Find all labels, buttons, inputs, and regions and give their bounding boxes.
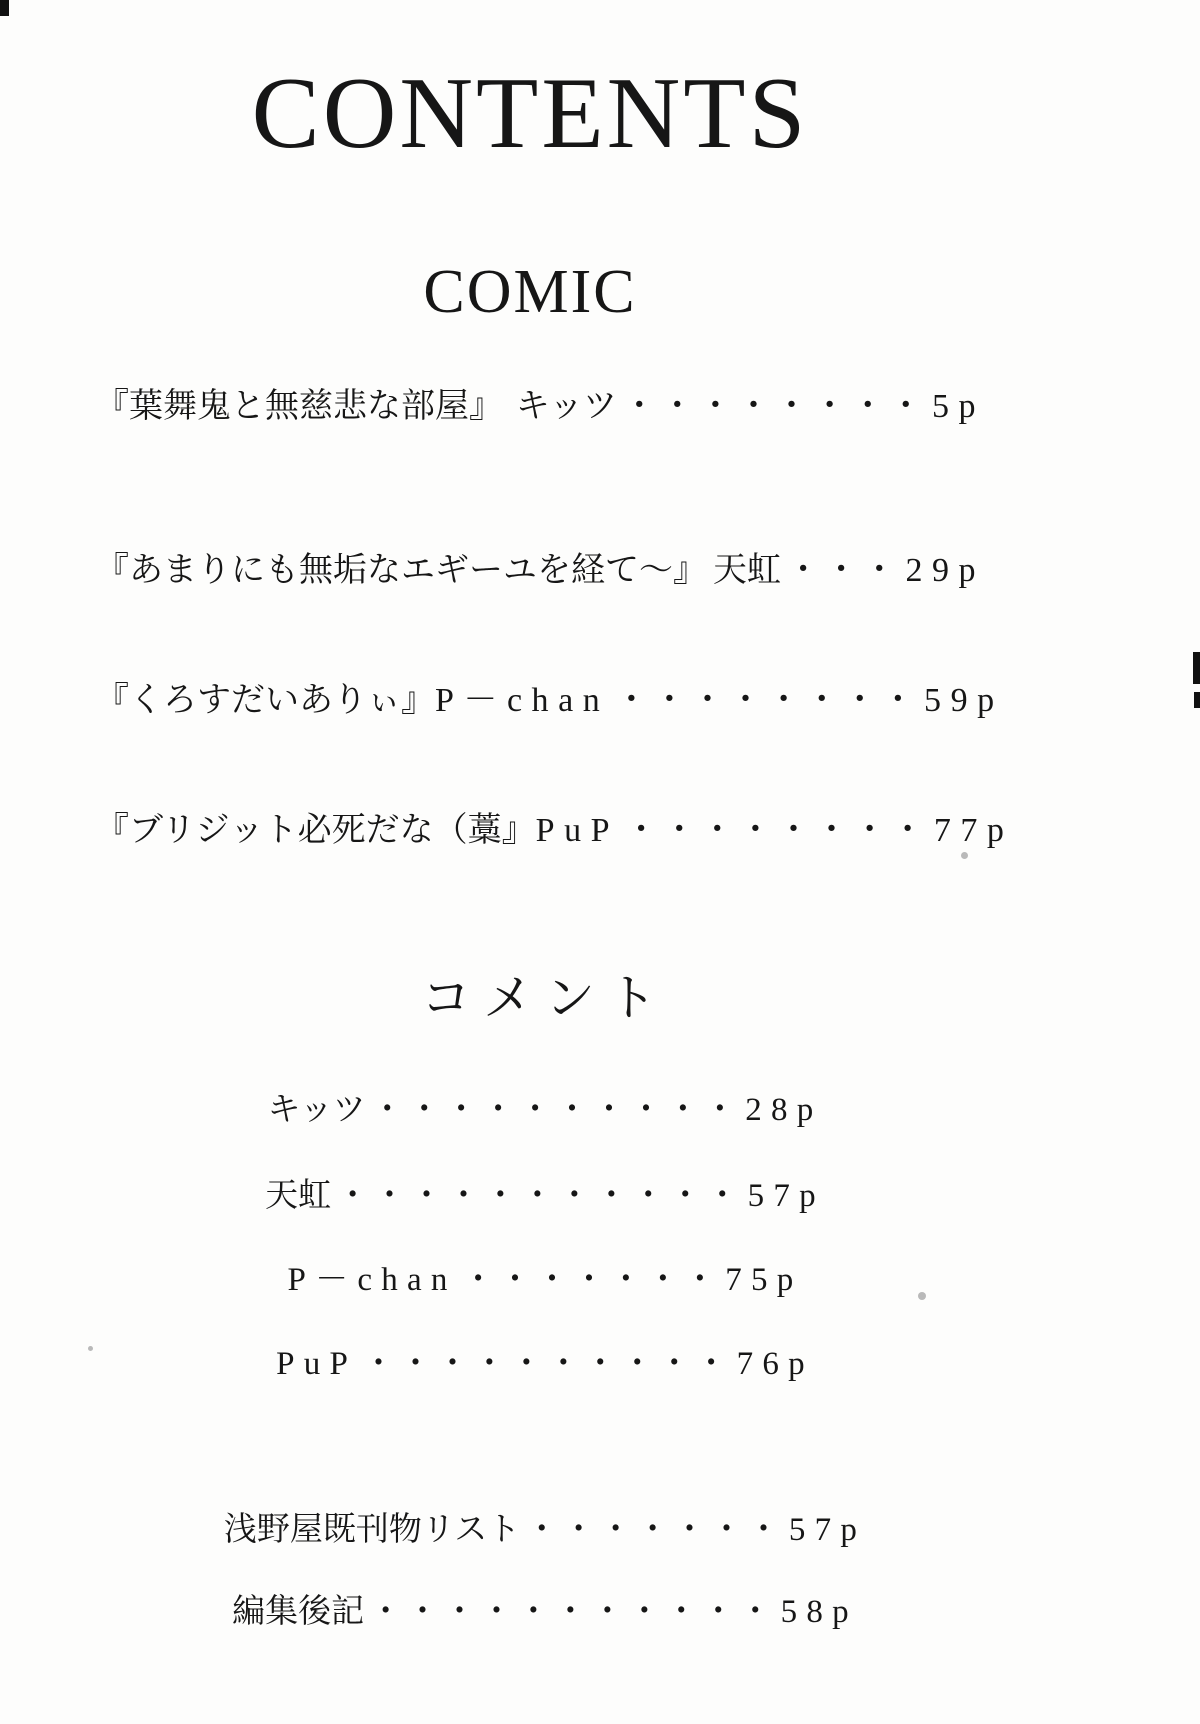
comment-page: 57p [747, 1178, 825, 1214]
comment-entry [40, 1344, 1050, 1385]
footer-label: 浅野屋既刊物リスト [223, 1512, 521, 1548]
entry-title: 『くろすだいありぃ』 [95, 682, 435, 719]
comment-author: PuP [276, 1346, 358, 1382]
dot-leader: ・・・・・・・・ [624, 812, 929, 849]
toc-entry [95, 810, 1014, 853]
entry-page: 59p [924, 682, 1004, 719]
comment-author: キッツ [267, 1092, 366, 1128]
dot-leader: ・・・・・・・ [461, 1262, 721, 1298]
toc-entry [95, 680, 1004, 723]
dot-leader: ・・・ [786, 552, 901, 589]
comment-entry [40, 1090, 1050, 1131]
scan-artifact [88, 1346, 93, 1351]
dot-leader: ・・・・・・・・・・・ [336, 1178, 743, 1214]
comment-entry [40, 1260, 1050, 1301]
dot-leader: ・・・・・・・・・・ [370, 1092, 741, 1128]
entry-author-page [536, 810, 1014, 853]
entry-author-page [516, 386, 985, 429]
dot-leader: ・・・・・・・・・・ [362, 1346, 732, 1382]
comment-author: 天虹 [265, 1178, 332, 1214]
entry-page: 5p [931, 388, 985, 425]
entry-page: 29p [905, 552, 985, 589]
page-title: CONTENTS [251, 57, 809, 170]
dot-leader: ・・・・・・・・ [622, 388, 927, 425]
comic-section-header: COMIC [423, 258, 637, 326]
entry-author-page [435, 680, 1004, 723]
comment-page: 76p [736, 1346, 814, 1382]
footer-label: 編集後記 [232, 1594, 365, 1630]
footer-page: 58p [780, 1594, 858, 1630]
scan-artifact [961, 852, 968, 859]
footer-entry [40, 1592, 1050, 1633]
comment-page: 28p [745, 1092, 823, 1128]
entry-author-page [713, 550, 985, 593]
toc-entry [95, 386, 985, 429]
scan-artifact [1194, 692, 1200, 708]
entry-author: PuP [535, 812, 620, 849]
comment-entry [40, 1176, 1050, 1217]
comment-author: P－chan [287, 1262, 457, 1298]
scan-artifact [1193, 652, 1200, 684]
dot-leader: ・・・・・・・ [525, 1512, 784, 1548]
toc-entry [95, 550, 985, 593]
entry-title: 『葉舞鬼と無慈悲な部屋』 [95, 388, 503, 425]
entry-title: 『あまりにも無垢なエギーユを経て～』 [95, 552, 707, 589]
entry-title: 『ブリジット必死だな（藁』 [95, 812, 536, 849]
footer-entry [40, 1510, 1050, 1551]
entry-author: 天虹 [713, 552, 781, 589]
dot-leader: ・・・・・・・・・・・ [369, 1594, 776, 1630]
dot-leader: ・・・・・・・・ [614, 682, 919, 719]
scan-artifact [918, 1292, 926, 1300]
entry-page: 77p [933, 812, 1014, 849]
comment-page: 75p [725, 1262, 803, 1298]
entry-author: キッツ [515, 388, 618, 425]
comment-section-header: コメント [421, 970, 669, 1026]
entry-author: P－chan [435, 682, 610, 719]
footer-page: 57p [788, 1512, 867, 1548]
scan-artifact [0, 0, 9, 16]
